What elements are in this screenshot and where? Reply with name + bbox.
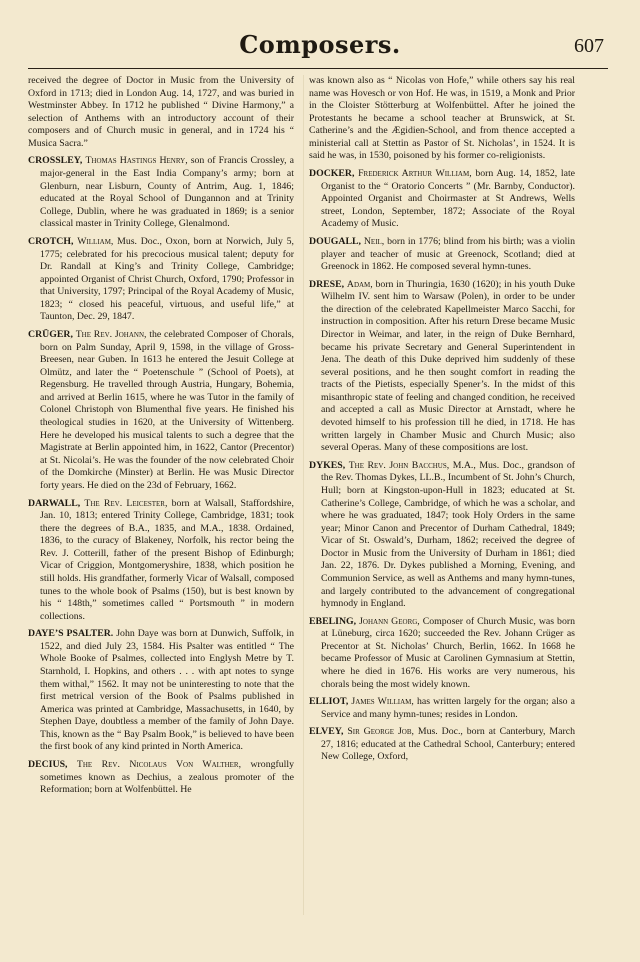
entry-text: born in Thuringia, 1630 (1620); in his youth Duke Wilhelm IV. sent him to Warsaw (Polen), in order to be under the direction of the celebrated Kapellmeister Marco Sacchi, for instruction in composition. After his return Drese became Music Director in Weimar, and later, in the reign of Duke Bernhard, became his private Secretary and General Superintendent in Jena. The death of this Duke deprived him suddenly of these several positions, and he then sought comfort in reading the tracts of the Pietists, especially Spener’s. In the midst of this misanthropic state of feeling and changed condition, he received and accepted a call as Music Director at Arnstadt, where he devoted himself to his profession till he died, in 1718. He has written largely in Chamber Music and Church Music; also several Operas. Many of these compositions are lost.: [321, 278, 575, 454]
running-head: Composers.: [239, 30, 401, 59]
entry-crossley: [28, 155, 294, 230]
header-rule: [28, 68, 608, 69]
entry-ebeling: [309, 616, 575, 691]
entry-docker: [309, 168, 575, 231]
entry-headword: DOUGALL,: [309, 235, 361, 247]
entry-headword: DARWALL,: [28, 497, 81, 509]
entry-names: William,: [77, 235, 114, 247]
entry-names: Neil,: [363, 235, 385, 247]
entry-headword: CROTCH,: [28, 235, 74, 247]
entry-text: son of Francis Crossley, a major-general in the East India Company’s army; born at Glenburn, near Lisburn, County of Antrim, Aug. 1, 1846; educated at the Royal School of Dungannon and at Trinity College, Dublin, where he was graduated in 1869; is a senior classical master in Trinity College, Glenalmond.: [40, 155, 295, 230]
entry-names: Adam,: [346, 278, 373, 290]
entry-names: Thomas Hastings Henry,: [85, 155, 188, 167]
entry-headword: CROSSLEY,: [28, 155, 83, 167]
entry-text: born at Walsall, Staffordshire, Jan. 10, 1813; entered Trinity College, Cambridge, 1831; took there the degrees of B.A., 1835, and M.A., 1838. Ordained, 1836, to the curacy of Blakeney, Norfolk, his rector being the Rev. J. Cotterill, father of the present Bishop of Edinburgh; Vicar of Criggion, Montgomeryshire, 1838, which position he still holds. His grandfather, formerly Vicar of Walsall, composed tunes to the whole book of Psalms (150), but is best known by his “ 148th,” sometimes called “ Portsmouth ” in modern collections.: [40, 497, 294, 622]
entry-headword: DAYE’S PSALTER.: [28, 628, 114, 640]
entry-dougall: [309, 236, 575, 274]
entry-text: has written largely for the organ; also a Service and many hymn-tunes; resides in London.: [321, 696, 575, 720]
entry-headword: EBELING,: [309, 615, 357, 627]
entry-text: born in 1776; blind from his birth; was a violin player and teacher of music at Greenock, Scotland; died at Greenock in 1862. He composed several hymn-tunes.: [321, 235, 575, 273]
entry-names: Sir George Job,: [347, 726, 414, 738]
entry-names: The Rev. Johann,: [75, 328, 147, 340]
entry-headword: DECIUS,: [28, 759, 68, 771]
entry-text: M.A., Mus. Doc., grandson of the Rev. Thomas Dykes, LL.B., Incumbent of St. John’s Church, Hull; born at Kingston-upon-Hull in 1823; educated at St. Catherine’s College, Cambridge, of which he was a scholar, and where he was graduated, 1847; took Holy Orders in the same year; Minor Canon and Precentor of Durham Cathedral, 1849; Vicar of St. Oswald’s, Durham, 1862; received the degree of Doctor in Music from the University of Durham in 1861; died Jan. 22, 1876. Dr. Dykes published a Morning, Evening, and Communion Service, as well as Anthems and many hymn-tunes, and largely contributed to the advancement of congregational hymnody in England.: [321, 459, 575, 610]
entry-text: received the degree of Doctor in Music from the University of Oxford in 1713; died in London Aug. 14, 1727, and was buried in Westminster Abbey. In 1712 he published “ Divine Harmony,” a selection of Anthems with an introductory account of their composers and of Church music in general, and in 1724 his “ Musica Sacra.”: [28, 75, 294, 149]
entry-crotch: [28, 236, 294, 324]
entry-decius: [28, 759, 294, 797]
entry-names: James William,: [351, 696, 414, 708]
entry-cruger: [28, 329, 294, 493]
entry-headword: DYKES,: [309, 459, 346, 471]
entry-text: born Aug. 14, 1852, late Organist to the “ Oratorio Concerts ” (Mr. Barnby, Conductor). Appointed Organist and Choirmaster at St Andrews, Wells street, London, September, 1872; Associate of the Royal Academy of Music.: [321, 168, 576, 230]
entry-darwall: [28, 498, 294, 624]
entry-headword: DOCKER,: [309, 168, 355, 180]
entry-text: was known also as “ Nicolas von Hofe,” while others say his real name was Hovesch or von Hof. He was, in 1519, a Monk and Prior in the Cloister Stötterburg at Wolfenbüttel. After he joined the Protestants he became a school teacher at Brunswick, at St. Catherine’s and the Ægidien-School, and from thence accepted a ministerial call at Stettin as Pastor of St. Nicholas’, in 1524. It is said he was, in 1530, poisoned by his former co-religionists.: [309, 75, 575, 162]
entry-headword: ELVEY,: [309, 726, 344, 738]
entry-text: the celebrated Composer of Chorals, born on Palm Sunday, April 9, 1598, in the village of Gross-Breesen, near Guben. In 1613 he entered the Jesuit College at Olmütz, and later the “ Poetenschule ” (School of Poets), at Regensburg. He travelled through Austria, Hungary, Bohemia, and arrived at Berlin 1615, where he was Tutor in the family of Colonel Christoph von Blumenthal five years. He finished his theological studies in 1620, at the University of Wittenberg. Here he developed his musical talents to such a degree that the Magistrate at Berlin appointed him, in 1622, Cantor (Precentor) at St. Nicolai’s. He was the founder of the now celebrated Choir of the Domkirche (Minster) at Berlin. He was Music Director forty years. He died on the 23d of February, 1662.: [40, 328, 294, 491]
entry-names: The Rev. Nicolaus Von Walther,: [76, 759, 242, 771]
entry-text: Composer of Church Music, was born at Lüneburg, circa 1620; succeeded the Rev. Johann Crüger as Precentor at St. Nicholas’ Church, Berlin, 1662. In 1668 he became Professor of Music at Carolinen Gymnasium at Stettin, where he died in 1676. His works are very numerous, his chorals being the most widely known.: [321, 615, 576, 690]
column-gutter: [303, 75, 304, 915]
page-header: [0, 0, 640, 70]
entry-dayes-psalter: [28, 628, 294, 754]
entry-headword: ELLIOT,: [309, 696, 349, 708]
entry-headword: CRÜGER,: [28, 328, 73, 340]
entry-text: Mus. Doc., Oxon, born at Norwich, July 5, 1775; celebrated for his precocious musical talent; deputy for Dr. Randall at King’s and Trinity College, Cambridge; appointed Organist of Christ Church, Oxford, 1790; Professor in that University, 1797; Principal of the Royal Academy of Music, 1823; “ closed his peaceful, virtuous, and useful life,” at Taunton, Dec. 29, 1847.: [40, 235, 294, 323]
entry-names: The Rev. John Bacchus,: [348, 459, 450, 471]
page-number: 607: [574, 35, 604, 57]
entry-elliot: [309, 696, 575, 721]
entry-text: John Daye was born at Dunwich, Suffolk, in 1522, and died July 23, 1584. His Psalter was entitled “ The Whole Booke of Psalmes, collected into Englysh Metre by T. Starnhold, I. Hopkins, and others . . . with apt notes to synge them withal,” 1562. It may not be uninteresting to note that the first metrical version of the Book of Psalms published in America was printed at Cambridge, Massachusetts, in 1640, by Stephen Daye, doubtless a member of the family of John Daye. This, known as the “ Bay Psalm Book,” is believed to have been the first book of any kind printed in North America.: [40, 628, 295, 753]
right-column: [309, 75, 575, 769]
entry-names: Frederick Arthur William,: [358, 168, 472, 180]
entry-headword: DRESE,: [309, 278, 345, 290]
entry-elvey: [309, 726, 575, 764]
entry-names: The Rev. Leicester,: [84, 497, 168, 509]
entry-text: wrongfully sometimes known as Dechius, a zealous promoter of the Reformation; born at Wolfenbüttel. He: [40, 759, 294, 796]
entry-drese: [309, 279, 575, 455]
entry: [28, 75, 294, 150]
entry: [309, 75, 575, 163]
left-column: [28, 75, 294, 802]
entry-text: Mus. Doc., born at Canterbury, March 27, 1816; educated at the Cathedral School, Canterbury; entered New College, Oxford,: [321, 726, 575, 763]
entry-names: Johann Georg,: [359, 615, 420, 627]
entry-dykes: [309, 460, 575, 611]
